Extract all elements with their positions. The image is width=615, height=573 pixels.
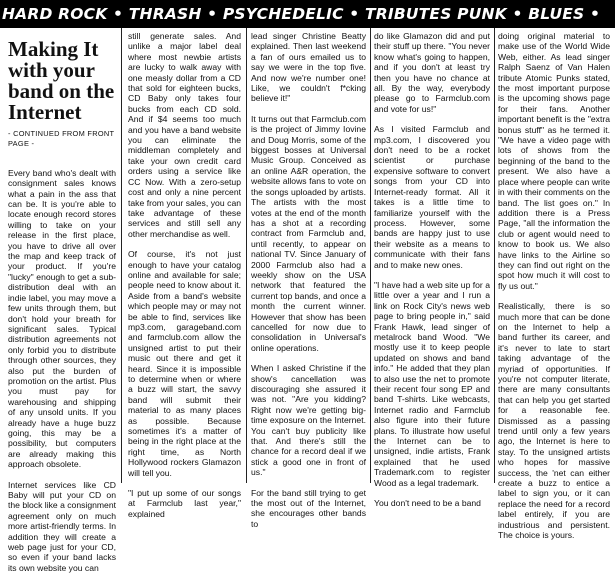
paragraph: Realistically, there is so much more that can be done on the Internet to help a band further its career, and it's never to late to start taking advantage of the myriad of opportunities. If you're not computer literate, there are many consultants that can help you get started for a reasonable fee. Dismissed as a passing trend until only a few years ago, the Internet is here to stay. To the unsigned artists who hopes for massive success, the 'net can either create a buzz to entice a label to sign you, or it can replace the need for a record label entirely, if you are industrious and persistent. The choice is yours.	[498, 301, 610, 541]
continued-note: - CONTINUED FROM FRONT PAGE -	[8, 129, 115, 149]
paragraph: For the band still trying to get the most out of the Internet, she encourages other bands to	[251, 487, 366, 529]
paragraph: It turns out that Farmclub.com is the project of Jimmy Iovine and Doug Morris, some of the biggest bosses at Universal Music Group. Conceived as an online A&R operation, the website allows fans to vote on the songs uploaded by artists. The artists with the most votes at the end of the month has a shot at a recording contract from Farmclub and, until recently, to appear on national TV. Since January of 2000 Farmclub also had a weekly show on the USA network that featured the current top bands, and once a month the current winner. However that show has been cancelled for now due to consolidation in Universal's online operations.	[251, 113, 366, 353]
paragraph: doing original material to make use of the World Wide Web, either. As lead singer Ralph Saenz of Van Halen tribute Atomic Punks stated, the most important purpose is the upcoming shows page for their fans. Another important benefit is the "extra bonus stuff" as he termed it. "We have a video page with lots of shows from the beginning of the band to the present. We also have a place where people can write in with their comments on the band. The list goes on." In addition there is a Press Page, "all the information the club or agent would need to know to book us. We also have links to the Airline so they can find out right on the spot how much it will cost to fly us out."	[498, 31, 610, 291]
column-divider	[121, 28, 122, 483]
article-column-2	[128, 31, 241, 519]
paragraph: still generate sales. And unlike a major label deal where most newbie artists are lucky to walk away with one measly dollar from a CD that sold for eighteen bucks, CD Baby only takes four bucks from each CD sold. And if $4 seems too much and you have a band website you can eliminate the middleman completely and take your own credit card orders using a service like CC Now. With a zero-setup cost and only a nine percent take from your sales, you can take advantage of these services and still sell any other merchandise as well.	[128, 31, 241, 239]
article-column-3	[251, 31, 366, 529]
paragraph: do like Glamazon did and put their stuff up there. "You never know what's going to happen, and if you don't at least try then you have no chance at all. By the way, everybody please go to Farmclub.com and vote for us!"	[374, 31, 490, 114]
column-divider	[246, 28, 247, 483]
paragraph: "I put up some of our songs at Farmclub last year," explained	[128, 488, 241, 519]
paragraph: Internet services like CD Baby will put your CD on the block like a consignment agreement only on much more artist-friendly terms. In addition they will create a web page just for your CD, so even if your band lacks its own website you can	[8, 479, 116, 573]
paragraph: When I asked Christine if the show's cancellation was discouraging she assured it was not. "Are you kidding? Right now we're getting big-time exposure on the Internet. You can't buy publicity like that. And there's still the chance for a record deal if we stick a good one in front of us."	[251, 363, 366, 478]
paragraph: lead singer Christine Beatty explained. Then last weekend a fan of ours emailed us to say we were in the top five. And now we're number one! Like, we couldn't f*cking believe it!"	[251, 31, 366, 104]
paragraph: "I have had a web site up for a little over a year and I run a link on Rock City's news web page to bring people in," said Frank Hawk, lead singer of metalrock band Wood. "We mostly use it to keep people updated on shows and band info." He added that they plan to also use the net to promote their recent four song EP and band T-shirts. Like webcasts, Internet radio and Farmclub also figure into their future plans. To illustrate how useful the Internet can be to unsigned, indie artists, Frank explained that he used Trademark.com to register Wood as a legal trademark.	[374, 279, 490, 488]
article-column-1	[8, 31, 116, 573]
column-divider	[370, 28, 371, 483]
article-column-5	[498, 31, 610, 541]
paragraph: Every band who's dealt with consignment sales knows what a pain in the ass that can be. It is you're able to locate enough record stores willing to take on your release in the first place, you have to drive all over the map and keep track of your product. If you're "lucky" enough to get a sub-distribution deal with an indie label, you may move a few units through them, but don't hold your breath for significant sales. Typical distribution agreements not only forbid you to distribute through other sources, they also put the burden of promotion on the artist. Plus you must pay for warehousing and shipping of any unsold units. If you already have a huge buzz going, this may be a possibility, but computers are already making this approach obsolete.	[8, 167, 116, 470]
genre-banner	[0, 0, 615, 28]
article-headline: Making It with your band on the Internet	[8, 37, 115, 124]
column-divider	[494, 28, 495, 483]
article-column-4	[374, 31, 490, 509]
paragraph: You don't need to be a band	[374, 498, 481, 509]
genre-banner-text: HARD ROCK • THRASH • PSYCHEDELIC • TRIBUTES PUNK • BLUES •	[2, 5, 601, 23]
paragraph: As I visited Farmclub and mp3.com, I discovered you don't need to be a rocket scientist or purchase expensive software to convert songs from your CD into Internet-ready format. All it takes is a little time to familiarize yourself with the process. However, some bands are happy just to use their website as a means to communicate with their fans and to make new ones.	[374, 124, 490, 270]
paragraph: Of course, it's not just enough to have your catalog online and available for sale; people need to know about it. Aside from a band's website which people may or may not be able to find, services like mp3.com, garageband.com and farmclub.com allow the unsigned artist to put their music out there and get it heard. Since it is impossible to determine when or where a buzz will start, the savvy band will submit their material to as many places as possible. Because sometimes it's a matter of being in the right place at the right time, as North Hollywood rockers Glamazon will tell you.	[128, 249, 241, 478]
